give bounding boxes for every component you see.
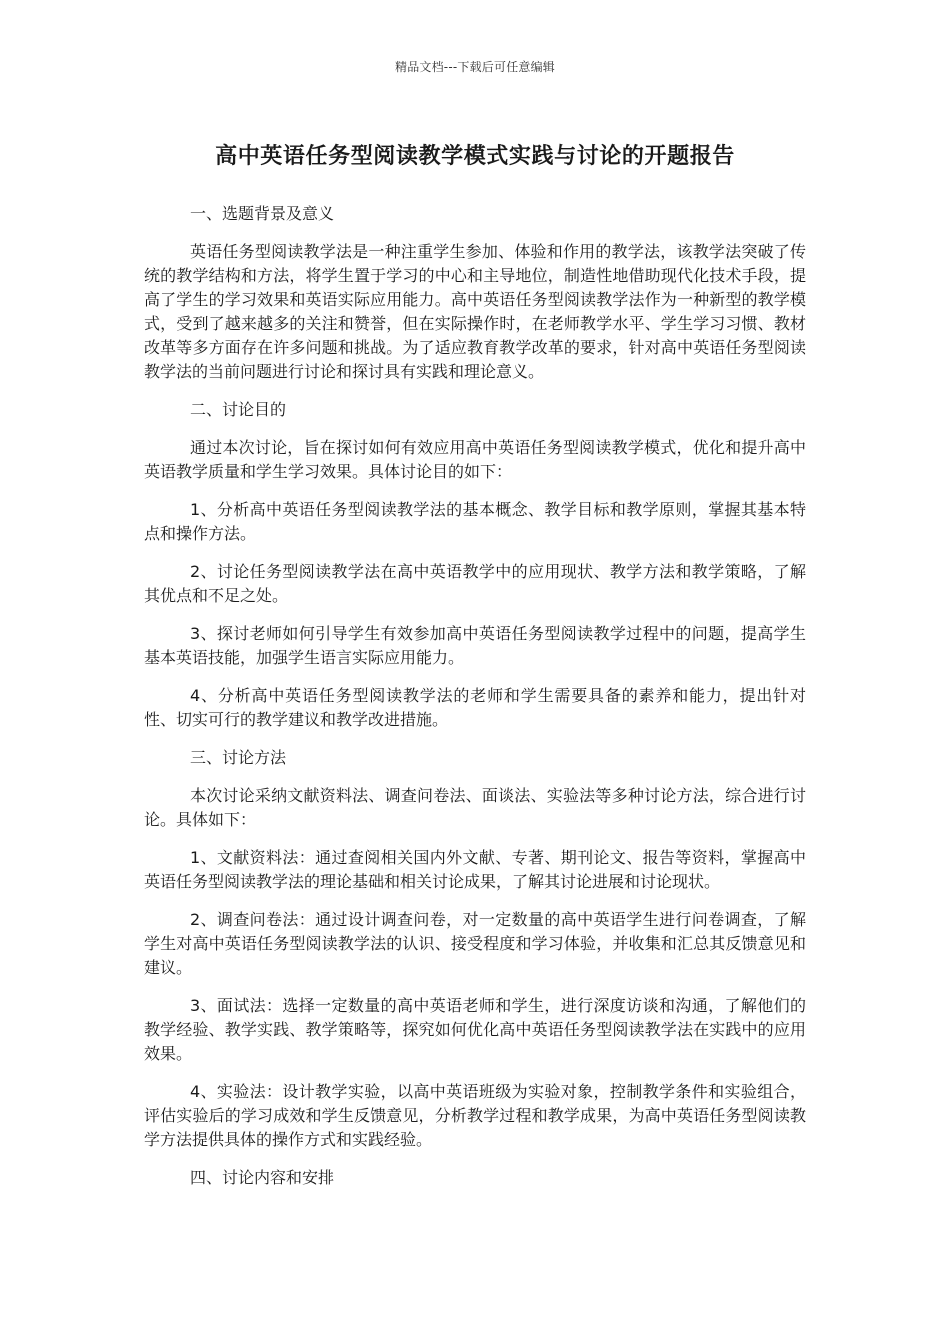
section-heading-purpose: 二、讨论目的: [190, 400, 287, 419]
paragraph-purpose-intro: 通过本次讨论，旨在探讨如何有效应用高中英语任务型阅读教学模式，优化和提升高中英语教学质量和学生学习效果。具体讨论目的如下：: [144, 438, 806, 481]
document-title: 高中英语任务型阅读教学模式实践与讨论的开题报告: [215, 144, 735, 169]
section-heading-content: 四、讨论内容和安排: [190, 1168, 335, 1187]
method-item-1: 1、文献资料法：通过查阅相关国内外文献、专著、期刊论文、报告等资料，掌握高中英语任务型阅读教学法的理论基础和相关讨论成果，了解其讨论进展和讨论现状。: [144, 848, 806, 891]
header-note: 精品文档---下载后可任意编辑: [395, 60, 555, 74]
purpose-item-2: 2、讨论任务型阅读教学法在高中英语教学中的应用现状、教学方法和教学策略，了解其优点和不足之处。: [144, 562, 806, 605]
purpose-item-3: 3、探讨老师如何引导学生有效参加高中英语任务型阅读教学过程中的问题，提高学生基本英语技能，加强学生语言实际应用能力。: [144, 624, 806, 667]
method-item-4: 4、实验法：设计教学实验，以高中英语班级为实验对象，控制教学条件和实验组合，评估实验后的学习成效和学生反馈意见，分析教学过程和教学成果，为高中英语任务型阅读教学方法提供具体的操作方式和实践经验。: [144, 1082, 806, 1149]
method-item-2: 2、调查问卷法：通过设计调查问卷，对一定数量的高中英语学生进行问卷调查，了解学生对高中英语任务型阅读教学法的认识、接受程度和学习体验，并收集和汇总其反馈意见和建议。: [144, 910, 806, 977]
document-body: [144, 202, 806, 1204]
section-heading-background: 一、选题背景及意义: [190, 204, 335, 223]
purpose-item-4: 4、分析高中英语任务型阅读教学法的老师和学生需要具备的素养和能力，提出针对性、切实可行的教学建议和教学改进措施。: [144, 686, 806, 729]
paragraph-background: 英语任务型阅读教学法是一种注重学生参加、体验和作用的教学法，该教学法突破了传统的教学结构和方法，将学生置于学习的中心和主导地位，制造性地借助现代化技术手段，提高了学生的学习效果和英语实际应用能力。高中英语任务型阅读教学法作为一种新型的教学模式，受到了越来越多的关注和赞誉，但在实际操作时，在老师教学水平、学生学习习惯、教材改革等多方面存在许多问题和挑战。为了适应教育教学改革的要求，针对高中英语任务型阅读教学法的当前问题进行讨论和探讨具有实践和理论意义。: [144, 242, 806, 381]
section-heading-methods: 三、讨论方法: [190, 748, 287, 767]
purpose-item-1: 1、分析高中英语任务型阅读教学法的基本概念、教学目标和教学原则，掌握其基本特点和操作方法。: [144, 500, 806, 543]
paragraph-methods-intro: 本次讨论采纳文献资料法、调查问卷法、面谈法、实验法等多种讨论方法，综合进行讨论。具体如下：: [144, 786, 806, 829]
method-item-3: 3、面试法：选择一定数量的高中英语老师和学生，进行深度访谈和沟通，了解他们的教学经验、教学实践、教学策略等，探究如何优化高中英语任务型阅读教学法在实践中的应用效果。: [144, 996, 806, 1063]
